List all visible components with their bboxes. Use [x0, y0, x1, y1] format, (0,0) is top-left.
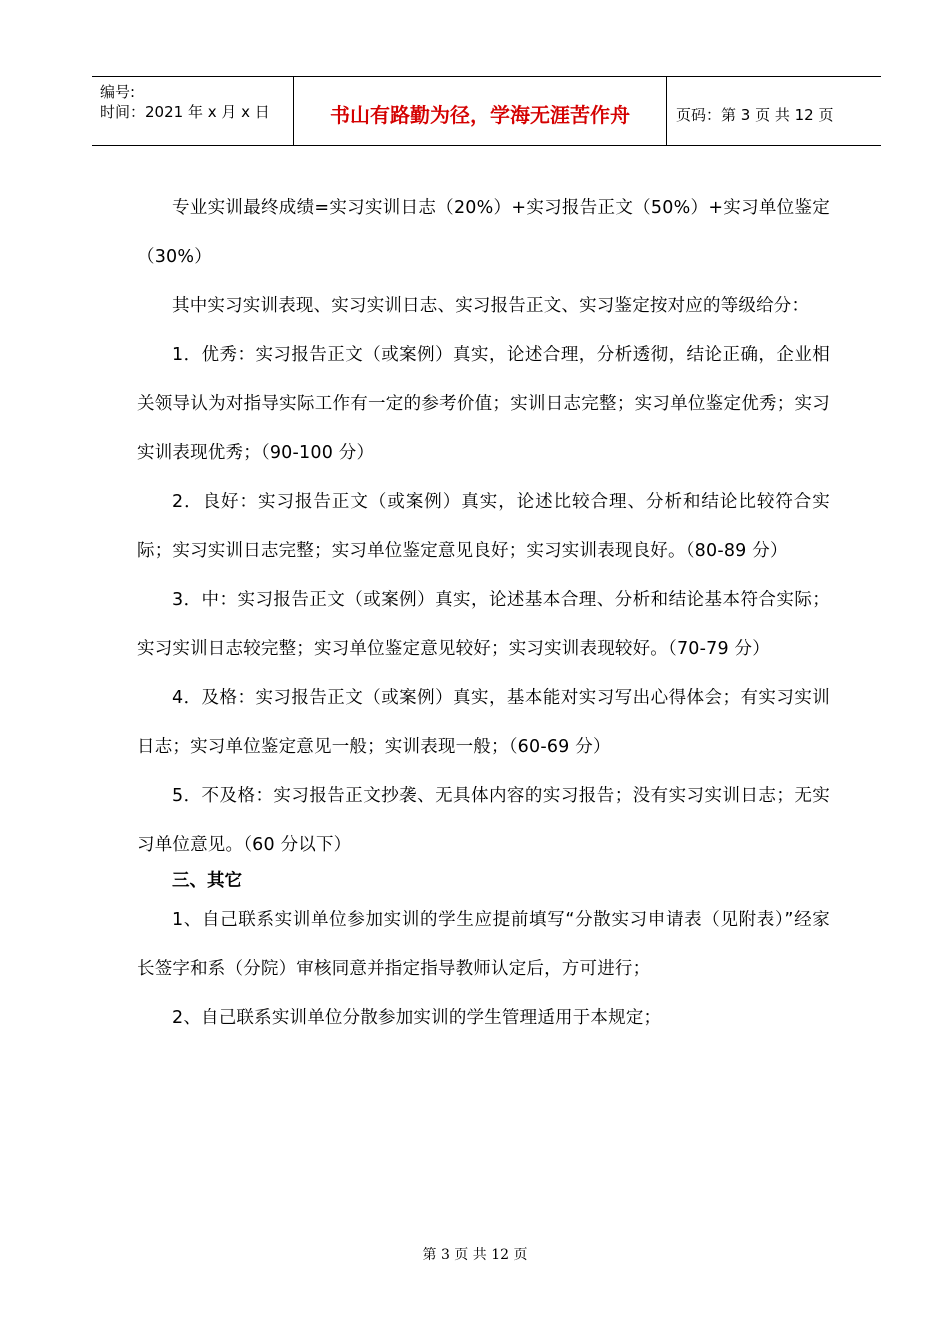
section-heading-other: 三、其它	[172, 871, 242, 891]
header-meta	[92, 77, 292, 145]
document-body	[137, 184, 830, 1043]
paragraph-grade-excellent: 1．优秀：实习报告正文（或案例）真实，论述合理，分析透彻，结论正确，企业相关领导认为对指导实际工作有一定的参考价值；实训日志完整；实习单位鉴定优秀；实习实训表现优秀；（90-100 分）	[137, 345, 830, 463]
paragraph-grading-intro: 其中实习实训表现、实习实训日志、实习报告正文、实习鉴定按对应的等级给分：	[172, 296, 810, 316]
page-footer: 第 3 页 共 12 页	[422, 1247, 528, 1263]
paragraph-grade-pass: 4．及格：实习报告正文（或案例）真实，基本能对实习写出心得体会；有实习实训日志；实习单位鉴定意见一般；实训表现一般；（60-69 分）	[137, 688, 830, 757]
page-header	[92, 76, 881, 146]
paragraph-grade-medium: 3．中：实习报告正文（或案例）真实，论述基本合理、分析和结论基本符合实际；实习实训日志较完整；实习单位鉴定意见较好；实习实训表现较好。（70-79 分）	[137, 590, 830, 659]
paragraph-grade-good: 2．良好：实习报告正文（或案例）真实，论述比较合理、分析和结论比较符合实际；实习实训日志完整；实习单位鉴定意见良好；实习实训表现良好。（80-89 分）	[137, 492, 830, 561]
paragraph-other-1: 1、自己联系实训单位参加实训的学生应提前填写“分散实习申请表（见附表）”经家长签字和系（分院）审核同意并指定指导教师认定后，方可进行；	[137, 910, 830, 979]
header-page-number: 页码：第 3 页 共 12 页	[676, 106, 834, 124]
paragraph-grade-fail: 5．不及格：实习报告正文抄袭、无具体内容的实习报告；没有实习实训日志；无实习单位意见。（60 分以下）	[137, 786, 830, 855]
header-motto-cell	[293, 77, 667, 145]
paragraph-final-score: 专业实训最终成绩=实习实训日志（20%）+实习报告正文（50%）+实习单位鉴定（30%）	[137, 198, 830, 267]
header-motto: 书山有路勤为径，学海无涯苦作舟	[330, 103, 630, 127]
paragraph-other-2: 2、自己联系实训单位分散参加实训的学生管理适用于本规定；	[172, 1008, 662, 1028]
header-page-cell	[666, 77, 881, 145]
document-date: 时间：2021 年 x 月 x 日	[100, 103, 270, 121]
document-code-label: 编号:	[100, 83, 136, 101]
